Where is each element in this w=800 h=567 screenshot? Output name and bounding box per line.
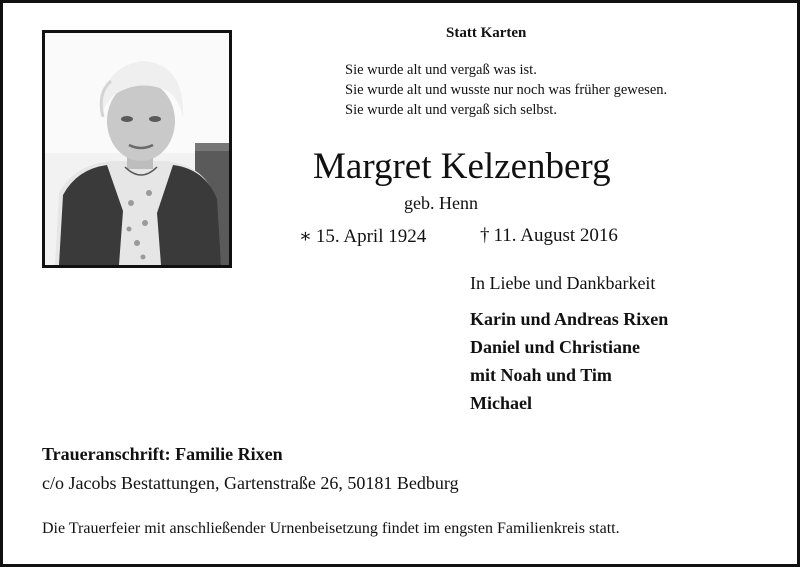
portrait-illustration bbox=[45, 33, 229, 265]
death-cross-icon: † bbox=[480, 225, 490, 246]
mourners-list bbox=[470, 305, 668, 417]
memorial-verse bbox=[345, 60, 667, 120]
birth-star-icon: ∗ bbox=[299, 226, 312, 247]
death-date-line bbox=[480, 225, 618, 247]
verse-line: Sie wurde alt und wusste nur noch was früher gewesen. bbox=[345, 82, 668, 98]
birth-date: 15. April 1924 bbox=[315, 226, 427, 247]
mourner-line: Daniel und Christiane bbox=[470, 337, 641, 357]
mourning-address-title: Traueranschrift: Familie Rixen bbox=[42, 444, 283, 464]
dedication-text: In Liebe und Dankbarkeit bbox=[470, 273, 656, 293]
mourner-line: Karin und Andreas Rixen bbox=[470, 309, 669, 329]
birth-name: geb. Henn bbox=[404, 193, 478, 213]
heading-text: Statt Karten bbox=[446, 25, 527, 41]
birth-date-line bbox=[299, 225, 426, 248]
verse-line: Sie wurde alt und vergaß was ist. bbox=[345, 62, 537, 78]
portrait-photo bbox=[42, 30, 232, 268]
funeral-notice: Die Trauerfeier mit anschließender Urnenbeisetzung findet im engsten Familienkreis statt. bbox=[42, 520, 620, 537]
mourner-line: Michael bbox=[470, 393, 532, 413]
death-date: 11. August 2016 bbox=[493, 225, 618, 246]
verse-line: Sie wurde alt und vergaß sich selbst. bbox=[345, 102, 557, 118]
mourning-address: c/o Jacobs Bestattungen, Gartenstraße 26, 50181 Bedburg bbox=[42, 473, 459, 493]
deceased-name: Margret Kelzenberg bbox=[313, 146, 611, 187]
mourner-line: mit Noah und Tim bbox=[470, 365, 612, 385]
